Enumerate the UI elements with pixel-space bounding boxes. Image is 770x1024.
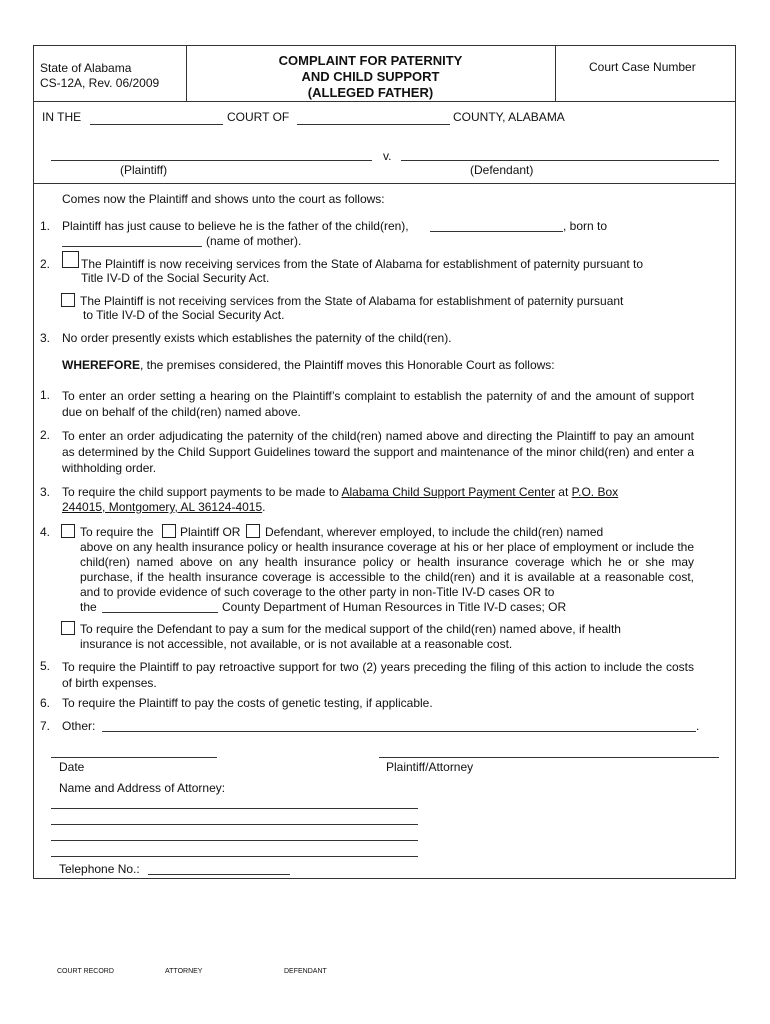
defendant-label: (Defendant)	[470, 163, 534, 177]
prayer4-the: the	[80, 600, 97, 614]
court-name-field[interactable]	[90, 124, 223, 125]
plaintiff-name-field[interactable]	[51, 160, 372, 161]
header-right-divider	[555, 45, 556, 101]
date-label: Date	[59, 760, 85, 774]
county-alabama-label: COUNTY, ALABAMA	[453, 110, 565, 124]
prayer7-other-label: Other:	[62, 719, 96, 733]
wherefore-text: , the premises considered, the Plaintiff moves this Honorable Court as follows:	[140, 358, 555, 372]
prayer7-number: 7.	[40, 719, 51, 733]
item2b-line1: The Plaintiff is not receiving services from the State of Alabama for establishment of paternity pursuant	[80, 294, 624, 308]
plaintiff-insurance-checkbox[interactable]	[162, 524, 176, 538]
footer-attorney: ATTORNEY	[165, 968, 203, 975]
header-divider	[33, 101, 736, 102]
item1-born-to: , born to	[563, 219, 608, 233]
prayer4b-line1: To require the Defendant to pay a sum for the medical support of the child(ren) named above, if health	[80, 622, 621, 636]
attorney-address-line4[interactable]	[51, 856, 418, 857]
court-of-label: COURT OF	[227, 110, 290, 124]
telephone-label: Telephone No.:	[59, 862, 140, 876]
prayer6-number: 6.	[40, 696, 51, 710]
mother-name-field[interactable]	[62, 246, 202, 247]
intro-text: Comes now the Plaintiff and shows unto the court as follows:	[62, 192, 385, 206]
prayer1-text: To enter an order setting a hearing on the Plaintiff’s complaint to establish the paternity of and the amount of support due on behalf of the child(ren) named above.	[62, 389, 694, 419]
plaintiff-attorney-label: Plaintiff/Attorney	[386, 760, 474, 774]
other-relief-field[interactable]	[102, 731, 696, 732]
prayer4-plaintiff-or: Plaintiff OR	[180, 525, 241, 539]
prayer5-text: To require the Plaintiff to pay retroactive support for two (2) years preceding the filing of this action to include the costs of birth expenses.	[62, 660, 694, 690]
item2-number: 2.	[40, 257, 51, 271]
footer-court-record: COURT RECORD	[57, 968, 114, 975]
form-title-line1: COMPLAINT FOR PATERNITY	[278, 53, 463, 68]
form-title-line3: (ALLEGED FATHER)	[307, 85, 434, 100]
no-ivd-services-checkbox[interactable]	[61, 293, 75, 307]
item3-text: No order presently exists which establishes the paternity of the child(ren).	[62, 331, 452, 345]
prayer1-number: 1.	[40, 388, 51, 402]
item1-mother-label: (name of mother).	[206, 234, 302, 248]
item1-number: 1.	[40, 219, 51, 233]
state-name: State of Alabama	[40, 61, 132, 75]
payment-center-name: Alabama Child Support Payment Center	[341, 485, 555, 499]
payment-address: 244015, Montgomery, AL 36124-4015	[62, 500, 263, 514]
attorney-address-line3[interactable]	[51, 840, 418, 841]
plaintiff-signature-field[interactable]	[379, 757, 719, 758]
medical-support-checkbox[interactable]	[61, 621, 75, 635]
versus-label: v.	[383, 149, 392, 163]
prayer2-text: To enter an order adjudicating the paternity of the child(ren) named above and directing the Plaintiff to pay an amount as determined by the Child Support Guidelines toward the support and maintenance of the minor child(ren) and enter a withholding order.	[62, 429, 694, 475]
item2a-line1: The Plaintiff is now receiving services from the State of Alabama for establishment of paternity pursuant to	[81, 257, 644, 271]
telephone-field[interactable]	[148, 874, 290, 875]
prayer3-number: 3.	[40, 485, 51, 499]
county-name-field[interactable]	[297, 124, 450, 125]
defendant-insurance-checkbox[interactable]	[246, 524, 260, 538]
form-title-line2: AND CHILD SUPPORT	[301, 69, 440, 84]
item2a-line2: Title IV-D of the Social Security Act.	[81, 271, 270, 285]
wherefore-clause	[62, 358, 555, 372]
prayer6-text: To require the Plaintiff to pay the costs of genetic testing, if applicable.	[62, 696, 433, 710]
wherefore-keyword: WHEREFORE	[62, 358, 140, 372]
prayer7-period: .	[696, 719, 700, 733]
prayer4-county-text: County Department of Human Resources in Title IV-D cases; OR	[222, 600, 567, 614]
attorney-address-label: Name and Address of Attorney:	[59, 781, 226, 795]
prayer3-text: To require the child support payments to be made to	[62, 485, 339, 499]
prayer5-number: 5.	[40, 659, 51, 673]
dhr-county-field[interactable]	[102, 612, 218, 613]
prayer3-line1	[62, 485, 618, 499]
prayer3-period: .	[262, 500, 266, 514]
defendant-name-field[interactable]	[401, 160, 719, 161]
health-insurance-checkbox[interactable]	[61, 524, 75, 538]
footer-defendant: DEFENDANT	[284, 968, 327, 975]
ivd-services-checkbox[interactable]	[62, 251, 79, 268]
date-field[interactable]	[51, 757, 217, 758]
item2b-line2: to Title IV-D of the Social Security Act.	[83, 308, 285, 322]
po-box-label: P.O. Box	[571, 485, 619, 499]
prayer4-text: above on any health insurance policy or health insurance coverage at his or her place of employment or include the child(ren) named above on any health insurance policy or health insurance coverage which he or she may purchase, if the health insurance coverage is accessible to the child(ren) and it is available at a reasonable cost, and to provide evidence of such coverage to the other party in non-Title IV-D cases OR to	[80, 540, 694, 599]
in-the-label: IN THE	[42, 110, 82, 124]
item1-text: Plaintiff has just cause to believe he is the father of the child(ren),	[62, 219, 409, 233]
attorney-address-line1[interactable]	[51, 808, 418, 809]
prayer4-defendant: Defendant, wherever employed, to include the child(ren) named	[265, 525, 604, 539]
prayer4b-line2: insurance is not accessible, not available, or is not available at a reasonable cost.	[80, 637, 513, 651]
case-number-label: Court Case Number	[589, 60, 696, 74]
plaintiff-label: (Plaintiff)	[120, 163, 168, 177]
item3-number: 3.	[40, 331, 51, 345]
children-names-field[interactable]	[430, 231, 563, 232]
caption-divider	[33, 183, 736, 184]
form-id: CS-12A, Rev. 06/2009	[40, 76, 160, 90]
attorney-address-line2[interactable]	[51, 824, 418, 825]
prayer4-number: 4.	[40, 525, 51, 539]
prayer4-require: To require the	[80, 525, 154, 539]
prayer3-line2	[62, 500, 266, 514]
prayer2-number: 2.	[40, 428, 51, 442]
prayer3-at: at	[558, 485, 569, 499]
